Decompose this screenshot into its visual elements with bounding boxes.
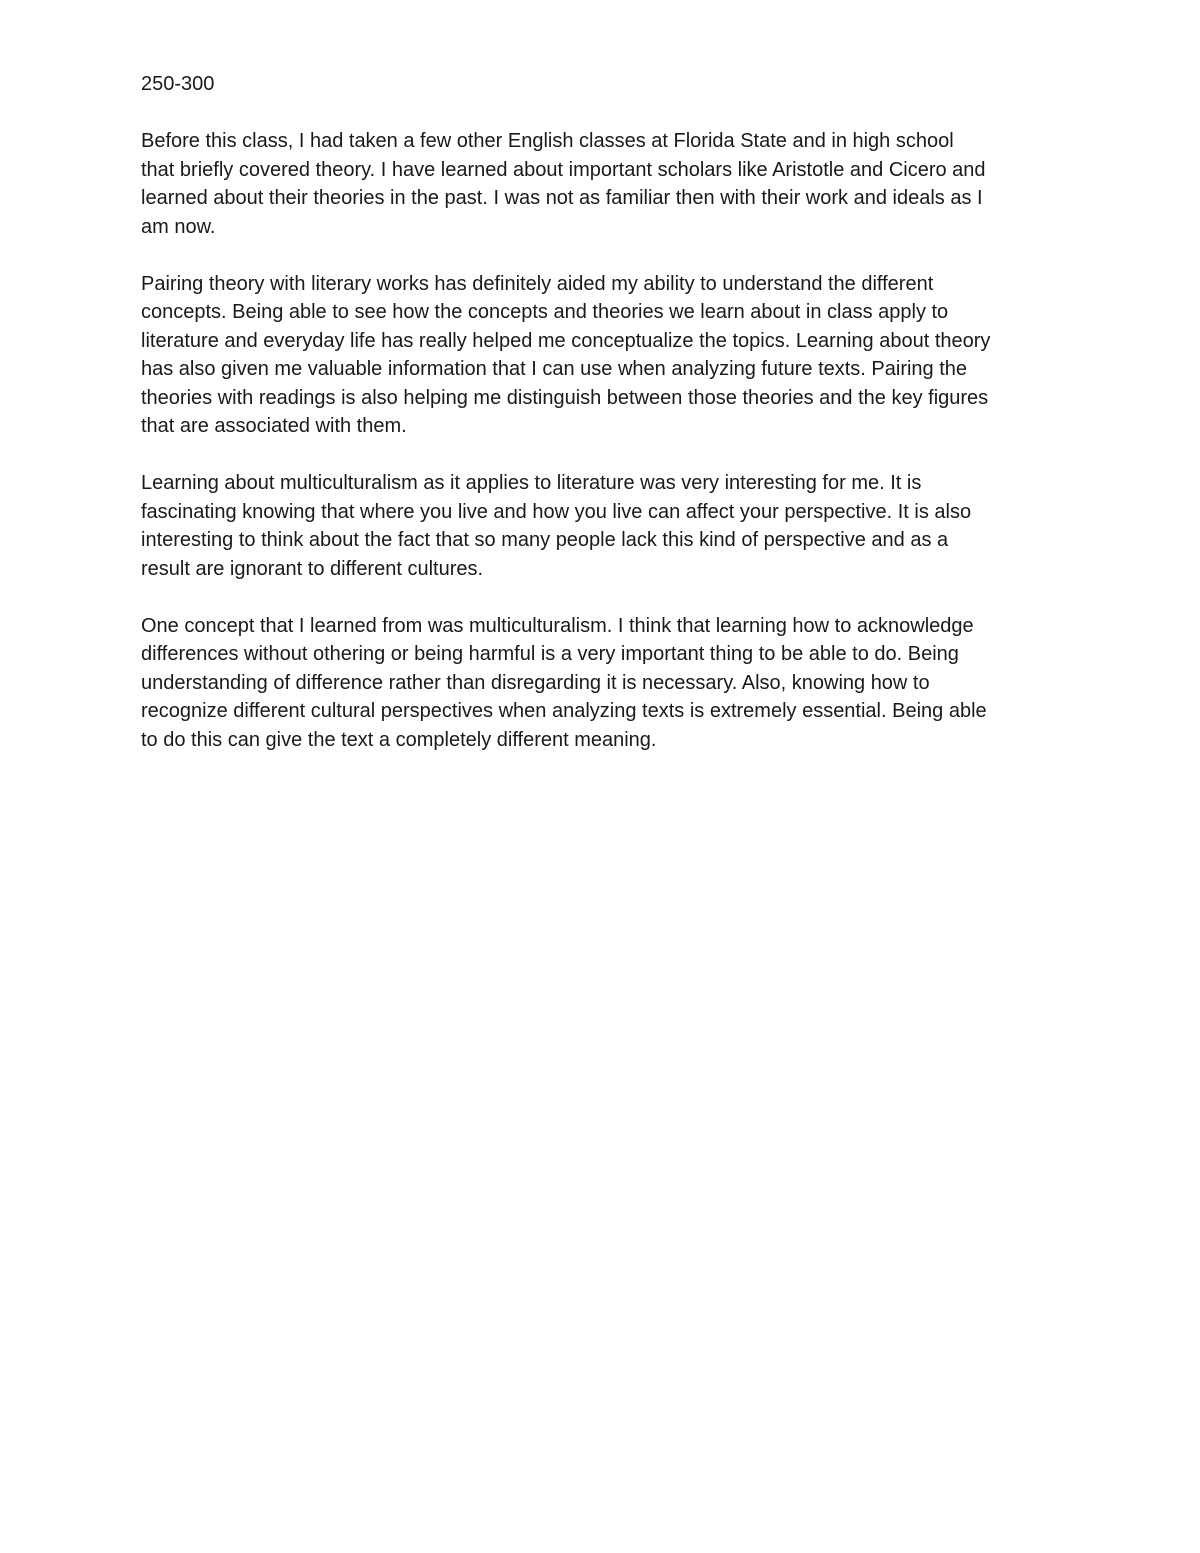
paragraph-multiculturalism-interest: Learning about multiculturalism as it applies to literature was very interesting for me. It is fascinating knowing that where you live and how you live can affect your perspective. It is also interesting to think about the fact that so many people lack this kind of perspective and as a result are ignorant to different cultures. (141, 472, 972, 580)
document-body (141, 70, 1071, 783)
paragraph-prior-experience: Before this class, I had taken a few other English classes at Florida State and in high school that briefly covered theory. I have learned about important scholars like Aristotle and Cicero and learned about their theories in the past. I was not as familiar then with their work and ideals as I am now. (141, 130, 986, 238)
paragraph-theory-pairing: Pairing theory with literary works has definitely aided my ability to understand the different concepts. Being able to see how the concepts and theories we learn about in class apply to literature and everyday life has really helped me conceptualize the topics. Learning about theory has also given me valuable information that I can use when analyzing future texts. Pairing the theories with readings is also helping me distinguish between those theories and the key figures that are associated with them. (141, 272, 991, 437)
word-count-heading: 250-300 (141, 73, 215, 95)
paragraph-concept-learned: One concept that I learned from was multiculturalism. I think that learning how to acknowledge differences without othering or being harmful is a very important thing to be able to do. Being understanding of difference rather than disregarding it is necessary. Also, knowing how to recognize different cultural perspectives when analyzing texts is extremely essential. Being able to do this can give the text a completely different meaning. (141, 614, 987, 751)
